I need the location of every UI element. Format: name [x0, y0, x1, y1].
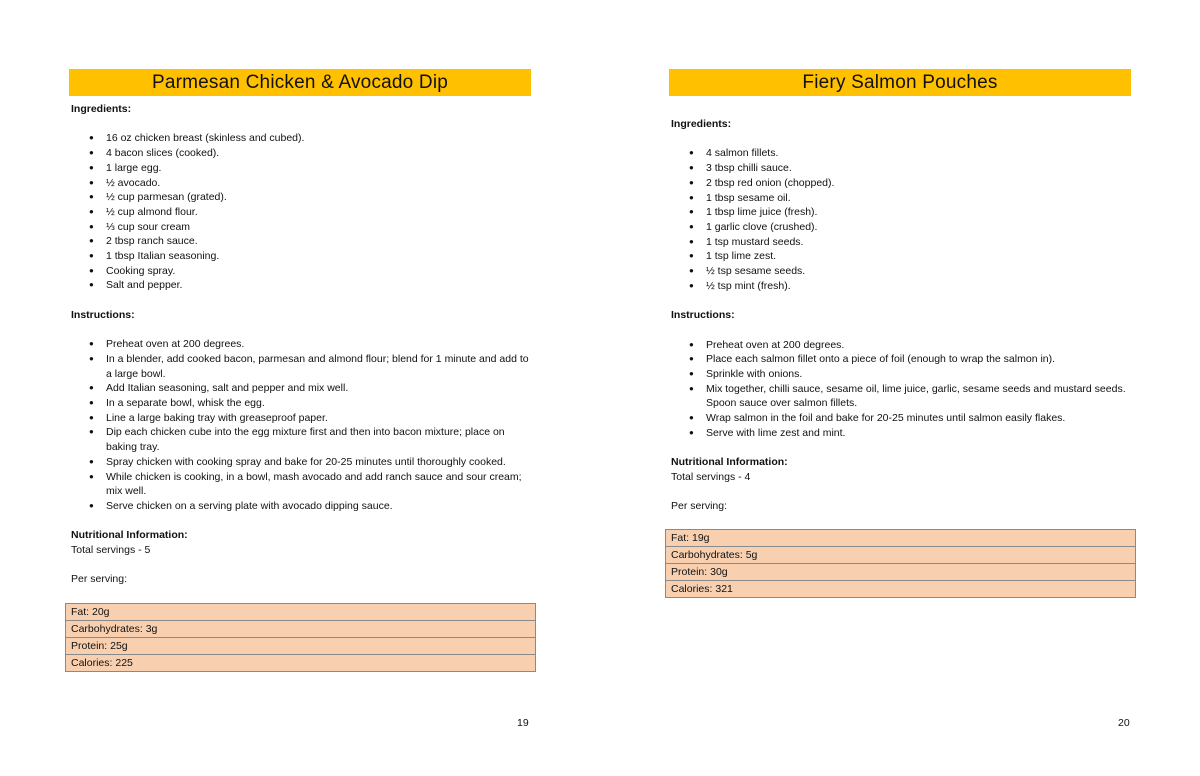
list-item: ● 2 tbsp red onion (chopped).: [671, 176, 1133, 191]
total-servings: Total servings - 4: [671, 470, 751, 483]
list-item: ● Preheat oven at 200 degrees.: [71, 337, 533, 352]
recipe-title: Fiery Salmon Pouches: [669, 69, 1131, 96]
instructions-list: [71, 337, 533, 513]
list-item: ● 1 tbsp Italian seasoning.: [71, 249, 533, 264]
total-servings: Total servings - 5: [71, 544, 151, 557]
list-item: ● 1 large egg.: [71, 161, 533, 176]
list-item: ● 3 tbsp chilli sauce.: [671, 161, 1133, 176]
list-item: ● 1 tsp mustard seeds.: [671, 235, 1133, 250]
list-item: ● Mix together, chilli sauce, sesame oil, lime juice, garlic, sesame seeds and mustard seeds. Spoon sauce over salmon fillets.: [671, 382, 1133, 411]
nutrition-table: [65, 603, 536, 672]
list-item: ● 4 bacon slices (cooked).: [71, 146, 533, 161]
list-item: ● Salt and pepper.: [71, 278, 533, 293]
nutrition-cell: Fat: 19g: [666, 530, 1136, 547]
list-item: ● ½ avocado.: [71, 176, 533, 191]
list-item: ● 1 garlic clove (crushed).: [671, 220, 1133, 235]
page-number: 20: [1118, 717, 1130, 729]
table-row: [66, 604, 536, 621]
nutrition-cell: Fat: 20g: [66, 604, 536, 621]
list-item: ● 1 tbsp sesame oil.: [671, 191, 1133, 206]
nutrition-cell: Calories: 225: [66, 655, 536, 672]
list-item: ● Add Italian seasoning, salt and pepper and mix well.: [71, 381, 533, 396]
instructions-heading: Instructions:: [671, 309, 735, 322]
nutrition-table: [665, 529, 1136, 598]
recipe-body: [671, 117, 1133, 514]
table-row: [666, 530, 1136, 547]
list-item: ● ½ tsp sesame seeds.: [671, 264, 1133, 279]
ingredients-list: [671, 146, 1133, 293]
ingredients-list: [71, 131, 533, 293]
list-item: ● Serve with lime zest and mint.: [671, 426, 1133, 441]
list-item: ● ⅓ cup sour cream: [71, 220, 533, 235]
list-item: ● Sprinkle with onions.: [671, 367, 1133, 382]
list-item: ● ½ cup almond flour.: [71, 205, 533, 220]
list-item: ● Serve chicken on a serving plate with avocado dipping sauce.: [71, 499, 533, 514]
list-item: ● In a blender, add cooked bacon, parmesan and almond flour; blend for 1 minute and add to a large bowl.: [71, 352, 533, 381]
list-item: ● ½ cup parmesan (grated).: [71, 190, 533, 205]
list-item: ● Spray chicken with cooking spray and bake for 20-25 minutes until thoroughly cooked.: [71, 455, 533, 470]
nutrition-cell: Calories: 321: [666, 581, 1136, 598]
list-item: ● While chicken is cooking, in a bowl, mash avocado and add ranch sauce and sour cream; mix well.: [71, 470, 533, 499]
table-row: [666, 564, 1136, 581]
table-row: [666, 547, 1136, 564]
table-row: [666, 581, 1136, 598]
nutrition-cell: Protein: 25g: [66, 638, 536, 655]
table-row: [66, 638, 536, 655]
list-item: ● 1 tbsp lime juice (fresh).: [671, 205, 1133, 220]
right-page: [600, 0, 1200, 776]
list-item: ● 2 tbsp ranch sauce.: [71, 234, 533, 249]
nutrition-heading: Nutritional Information:: [671, 456, 788, 469]
list-item: ● Preheat oven at 200 degrees.: [671, 338, 1133, 353]
list-item: ● ½ tsp mint (fresh).: [671, 279, 1133, 294]
list-item: ● 1 tsp lime zest.: [671, 249, 1133, 264]
list-item: ● 4 salmon fillets.: [671, 146, 1133, 161]
list-item: ● Cooking spray.: [71, 264, 533, 279]
list-item: ● Line a large baking tray with greaseproof paper.: [71, 411, 533, 426]
per-serving-label: Per serving:: [71, 573, 128, 586]
recipe-title: Parmesan Chicken & Avocado Dip: [69, 69, 531, 96]
table-row: [66, 621, 536, 638]
page-number: 19: [517, 717, 529, 729]
per-serving-label: Per serving:: [671, 500, 728, 513]
list-item: ● Wrap salmon in the foil and bake for 20-25 minutes until salmon easily flakes.: [671, 411, 1133, 426]
list-item: ● Place each salmon fillet onto a piece of foil (enough to wrap the salmon in).: [671, 352, 1133, 367]
nutrition-cell: Carbohydrates: 3g: [66, 621, 536, 638]
instructions-list: [671, 338, 1133, 441]
nutrition-cell: Protein: 30g: [666, 564, 1136, 581]
list-item: ● Dip each chicken cube into the egg mixture first and then into bacon mixture; place on baking tray.: [71, 425, 533, 454]
ingredients-heading: Ingredients:: [671, 118, 732, 130]
ingredients-heading: Ingredients:: [71, 103, 132, 115]
table-row: [66, 655, 536, 672]
nutrition-heading: Nutritional Information:: [71, 529, 188, 542]
list-item: ● 16 oz chicken breast (skinless and cubed).: [71, 131, 533, 146]
instructions-heading: Instructions:: [71, 308, 135, 321]
recipe-body: [71, 102, 533, 587]
nutrition-cell: Carbohydrates: 5g: [666, 547, 1136, 564]
list-item: ● In a separate bowl, whisk the egg.: [71, 396, 533, 411]
